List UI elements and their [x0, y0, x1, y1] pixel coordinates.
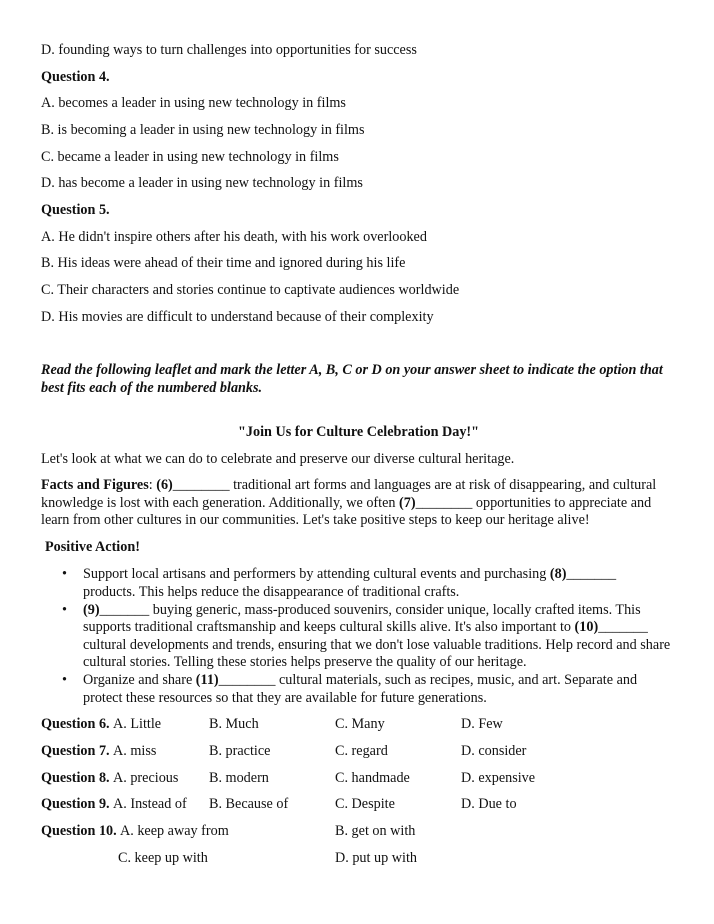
option-text: A. He didn't inspire others after his death, with his work overlooked: [41, 229, 427, 245]
question-label: Question 6.: [41, 716, 110, 732]
option-d: D. consider: [461, 743, 527, 759]
list-text: _______ cultural developments and trends, ensuring that we don't lose valuable traditions. Help record and share cultural stories. Telling these stories helps preserve the quality of our heritage.: [83, 619, 671, 670]
option-d: D. Few: [461, 716, 503, 732]
option-c: C. Despite: [335, 796, 395, 812]
question-label: Question 8.: [41, 770, 110, 786]
question-label: Question 4.: [41, 69, 110, 85]
option-text: C. Their characters and stories continue to captivate audiences worldwide: [41, 282, 460, 298]
blank-number: (9): [83, 601, 100, 618]
option-d: D. expensive: [461, 770, 536, 786]
facts-colon: :: [148, 477, 157, 493]
option-c: C. keep up with: [118, 850, 208, 866]
option-a: A. precious: [113, 770, 179, 786]
option-b: B. get on with: [335, 823, 416, 839]
list-text: Organize and share: [83, 672, 196, 688]
list-text: _______ products. This helps reduce the disappearance of traditional crafts.: [83, 566, 617, 600]
facts-paragraph: [41, 477, 671, 530]
option-text: D. founding ways to turn challenges into opportunities for success: [41, 42, 417, 58]
blank-number: (11): [195, 672, 219, 688]
option-b: B. modern: [209, 770, 269, 786]
blank-number: (8): [549, 566, 567, 582]
option-text: B. is becoming a leader in using new technology in films: [41, 122, 365, 138]
blank-number: (6): [156, 477, 173, 493]
option-text: D. His movies are difficult to understand because of their complexity: [41, 309, 434, 325]
option-text: C. became a leader in using new technology in films: [41, 149, 339, 165]
option-a: A. miss: [113, 743, 157, 759]
option-c: C. Many: [335, 716, 385, 732]
list-text: ________ cultural materials, such as recipes, music, and art. Separate and protect these resources so that they are available for future generations.: [83, 672, 638, 706]
option-d: D. Due to: [461, 796, 517, 812]
leaflet-intro: Let's look at what we can do to celebrate and preserve our diverse cultural heritage.: [41, 451, 515, 467]
option-b: B. Because of: [209, 796, 289, 812]
option-text: A. becomes a leader in using new technology in films: [41, 95, 346, 111]
question-label: Question 5.: [41, 202, 110, 218]
action-list: [41, 566, 671, 708]
facts-label: Facts and Figures: [41, 477, 149, 493]
option-a: A. Instead of: [113, 796, 187, 812]
option-c: C. handmade: [335, 770, 410, 786]
facts-text: ________ opportunities to appreciate and learn from other cultures in our communities. Let's take positive steps to keep our heritage alive!: [41, 494, 652, 528]
option-a: A. Little: [113, 716, 162, 732]
option-text: B. His ideas were ahead of their time and ignored during his life: [41, 255, 406, 271]
option-d: D. put up with: [335, 850, 417, 866]
bullet-icon: •: [62, 601, 67, 618]
option-b: B. practice: [209, 743, 271, 759]
list-item: [41, 672, 671, 707]
blank-number: (10): [574, 619, 599, 635]
bullet-icon: •: [62, 672, 67, 688]
leaflet-title: "Join Us for Culture Celebration Day!": [238, 424, 480, 440]
option-text: D. has become a leader in using new technology in films: [41, 175, 363, 191]
list-text: Support local artisans and performers by attending cultural events and purchasing: [83, 566, 550, 582]
list-text: _______ buying generic, mass-produced souvenirs, consider unique, locally crafted items. This supports traditional craftsmanship and keeps cultural skills alive. It's also important to: [83, 601, 641, 635]
option-a: A. keep away from: [120, 823, 229, 839]
question-label: Question 10.: [41, 823, 117, 839]
facts-text: ________ traditional art forms and languages are at risk of disappearing, and cultural knowledge is lost with each generation. Additionally, we often: [41, 477, 657, 511]
question-label: Question 9.: [41, 796, 110, 812]
positive-action-heading: Positive Action!: [45, 539, 140, 555]
option-b: B. Much: [209, 716, 259, 732]
list-item: [41, 602, 671, 672]
blank-number: (7): [399, 494, 416, 511]
question-label: Question 7.: [41, 743, 110, 759]
list-item: [41, 566, 671, 601]
option-c: C. regard: [335, 743, 388, 759]
section-instruction: Read the following leaflet and mark the letter A, B, C or D on your answer sheet to indicate the option that best fits each of the numbered blanks.: [41, 362, 663, 396]
bullet-icon: •: [62, 566, 67, 582]
